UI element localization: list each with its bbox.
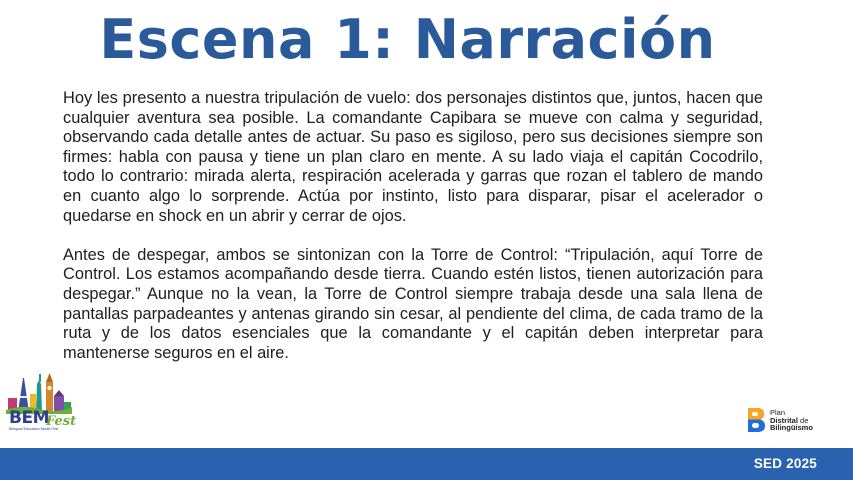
letter-b-logo-icon [745,406,767,434]
plan-line-1: Plan [770,408,786,417]
footer-bar [0,448,853,480]
bem-fest-logo [6,370,77,440]
footer-label: SED 2025 [753,456,817,471]
narration-paragraph-2: Antes de despegar, ambos se sintonizan con la Torre de Control: “Tripulación, aquí Torre de Control. Los estamos acompañando desde tierra. Cuando estén listos, tienen autorización para despegar.” Aunque no la vean, la Torre de Control siempre trabaja desde una sala llena de pantallas parpadeantes y antenas girando sin cesar, al pendiente del clima, de cada tramo de la ruta y de los datos esenciales que la comandante y el capitán deben interpretar para mantenerse seguros en el aire. [63,245,763,362]
slide-title: Escena 1: Narración [99,8,716,71]
plan-distrital-logo [745,406,835,436]
bem-script-text: Fest [46,414,77,429]
plan-line-3: Bilingüismo [770,423,813,433]
bem-wordmark: BEM [9,408,49,428]
narration-paragraph-1: Hoy les presento a nuestra tripulación de vuelo: dos personajes distintos que, juntos, hacen que cualquier aventura sea posible. La comandante Capibara se mueve con calma y seguridad, observando cada detalle antes de actuar. Su paso es sigiloso, pero sus decisiones siempre son firmes: habla con pausa y tiene un plan claro en mente. A su lado viaja el capitán Cocodrilo, todo lo contrario: mirada alerta, respiración acelerada y garras que rozan el tablero de mando en cuanto algo lo sorprende. Actúa por instinto, listo para disparar, pisar el acelerador o quedarse en shock en un abrir y cerrar de ojos. [63,89,763,225]
plan-distrital-text [770,409,813,432]
plan-line-2-suffix: de [797,415,809,425]
narration-text [63,89,763,363]
plan-line-2-main: Distrital [770,415,798,425]
bem-tagline: Bilingual Education Model Fest [9,427,59,431]
